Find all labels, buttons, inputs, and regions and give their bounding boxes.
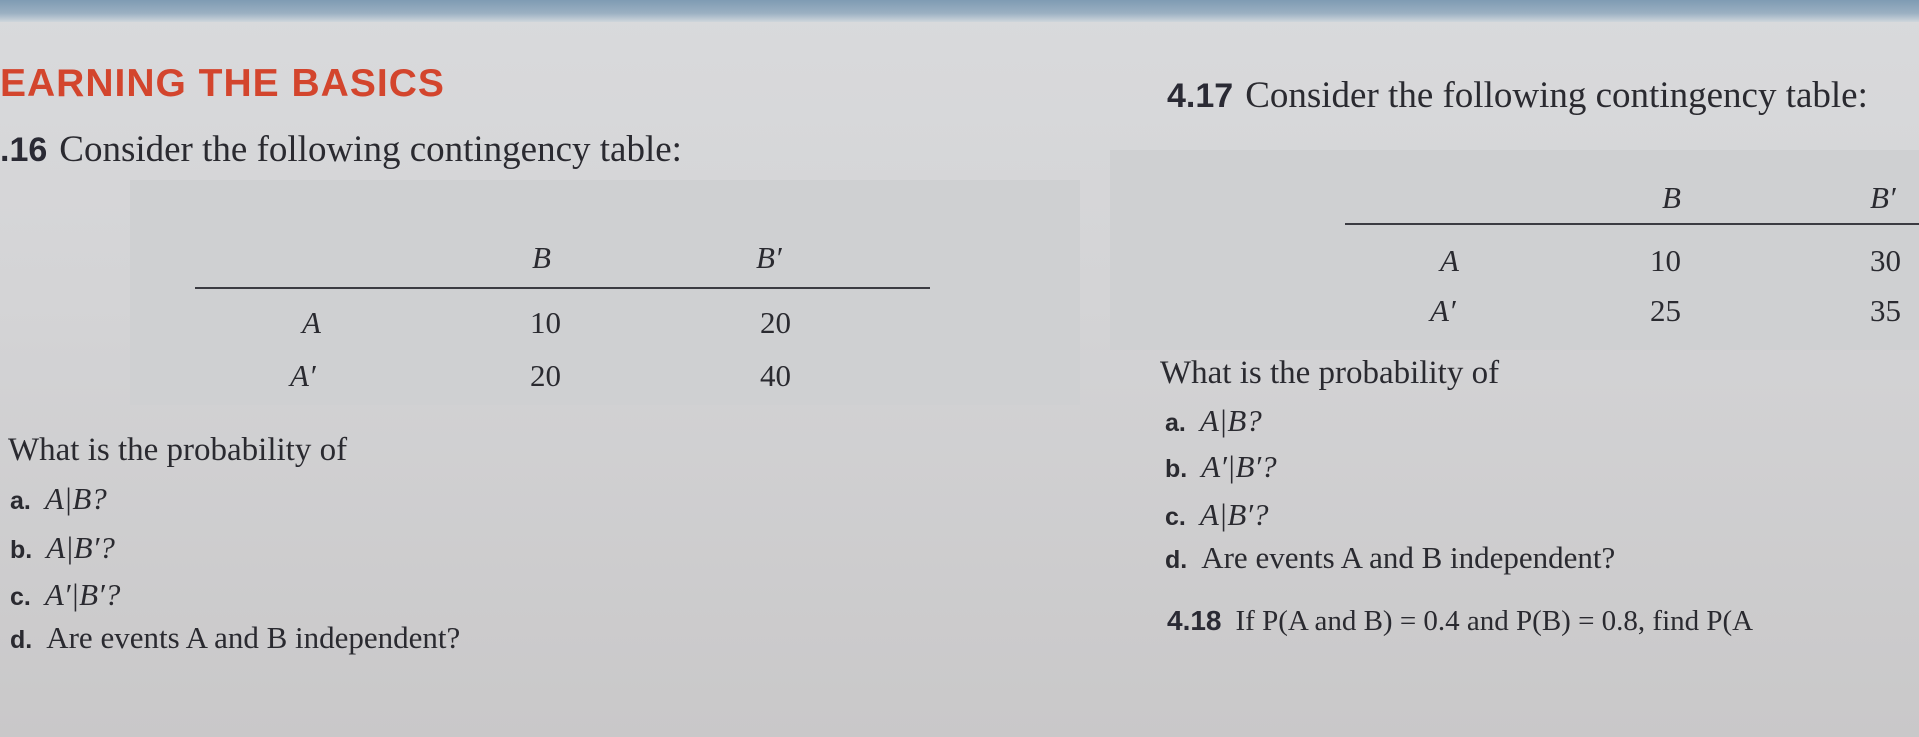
item-text: A|B? [1199,403,1262,438]
item-text: A|B? [44,481,107,516]
problem-17-text: Consider the following contingency table: [1245,75,1868,116]
table-16-row-label-a: A [302,305,321,340]
problem-16-text: Consider the following contingency table: [59,129,682,170]
table-17-cell: 10 [1650,243,1681,278]
item-text: A′|B′? [1201,449,1277,484]
table-17-header-rule [1345,223,1919,225]
item-label: a. [10,487,31,515]
problem-16-item-b [10,530,115,566]
table-17-background [1110,150,1919,350]
item-text: Are events A and B independent? [1201,540,1616,575]
problem-16-prompt: What is the probability of [8,432,348,468]
table-17-row-label-a: A [1440,243,1459,278]
table-16-col-header-b-prime: B′ [756,240,782,275]
table-17-col-header-b: B [1662,180,1681,215]
problem-16-item-c [10,577,120,613]
table-16-row-label-a-prime: A′ [290,358,316,393]
table-17-cell: 35 [1870,293,1901,328]
problem-17-statement [1167,74,1868,117]
problem-17-prompt: What is the probability of [1160,355,1500,391]
table-17-cell: 25 [1650,293,1681,328]
problem-17-item-a [1165,403,1262,439]
table-16-col-header-b: B [532,240,551,275]
top-color-band [0,0,1919,22]
item-label: c. [10,583,31,611]
table-16-header-rule [195,287,930,289]
problem-17-item-b [1165,449,1277,485]
item-label: c. [1165,503,1186,531]
problem-18-number: 4.18 [1167,605,1222,636]
item-text: A′|B′? [44,577,121,612]
table-17-row-label-a-prime: A′ [1430,293,1456,328]
problem-16-statement [0,128,682,171]
item-label: b. [10,536,33,564]
item-text: A|B′? [1199,497,1269,532]
item-text: A|B′? [46,530,115,565]
item-label: a. [1165,409,1186,437]
problem-16-item-a [10,481,107,517]
item-label: d. [1165,546,1188,574]
table-16-cell: 20 [530,358,561,393]
problem-17-number: 4.17 [1167,77,1234,115]
item-label: d. [10,626,33,654]
item-text: Are events A and B independent? [46,620,461,655]
table-17-col-header-b-prime: B′ [1870,180,1896,215]
problem-18-statement [1167,605,1753,638]
item-label: b. [1165,455,1188,483]
table-16-background [130,180,1080,405]
problem-16-item-d [10,620,460,656]
problem-16-number: .16 [0,131,48,169]
table-16-cell: 40 [760,358,791,393]
problem-18-text: If P(A and B) = 0.4 and P(B) = 0.8, find P(A [1235,605,1754,637]
table-16-cell: 10 [530,305,561,340]
problem-17-item-c [1165,497,1269,533]
problem-17-item-d [1165,540,1615,576]
table-17-cell: 30 [1870,243,1901,278]
table-16-cell: 20 [760,305,791,340]
section-heading: EARNING THE BASICS [0,62,445,105]
